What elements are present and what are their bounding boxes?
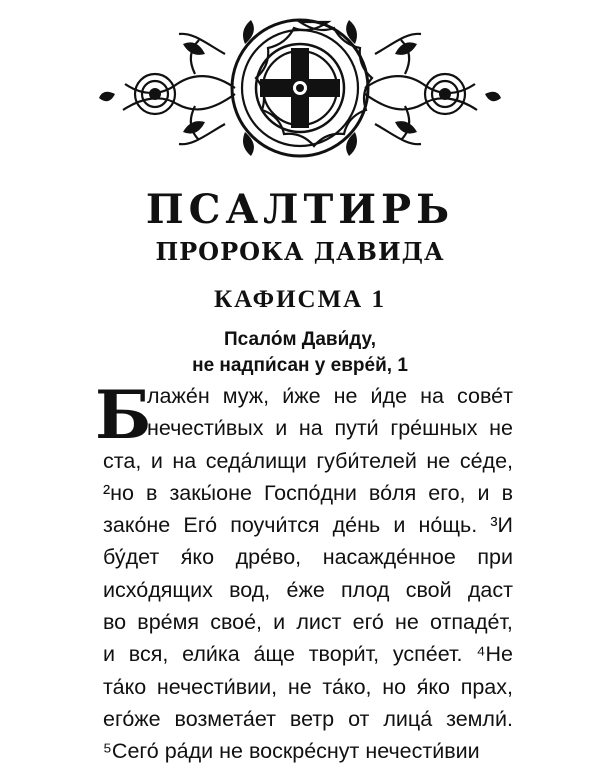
book-subtitle: ПРОРОКА ДАВИДА [155,237,445,266]
psalm-text [95,376,513,768]
word: ³И [490,513,513,538]
word: возмета́ет [174,706,276,731]
word: свое́, [210,610,263,635]
word: а́ще [253,642,295,667]
text-line [103,509,513,541]
text-line [103,671,513,703]
word: во [103,610,127,635]
word: во́ля [368,480,417,505]
book-title: ПСАЛТИРЬ [145,186,455,233]
word: дре́во, [235,545,302,570]
word: и [103,642,116,667]
psalm-heading [0,327,600,379]
word: вре́мя [137,610,200,635]
word: успе́ет. [392,642,463,667]
word: плод [341,577,390,602]
word: но́щь. [418,513,478,538]
word: е́же [286,577,325,602]
word: бу́дет [103,545,160,570]
word: и [477,480,490,505]
psalm-heading-line-1: Псало́м Дави́ду, [224,329,376,350]
word: ²но [103,480,134,505]
word: губи́телей [316,448,417,473]
word: в [146,480,158,505]
word: не [395,610,419,635]
word: и [275,416,288,441]
word: на [298,416,323,441]
word: насажде́нное [322,545,456,570]
word: от [348,706,370,731]
text-line [103,574,513,606]
word: свой [405,577,452,602]
word: земли́. [446,706,513,731]
word: поучи́тся [230,513,320,538]
word: я́ко [416,674,451,699]
word: лаже́н [147,384,210,408]
word: лист [296,610,342,635]
word: его, [428,480,466,505]
word: вся, [128,642,169,667]
word: Госпо́дни [263,480,357,505]
word: на [420,384,444,408]
word: и [150,448,163,473]
text-line [103,412,513,444]
word: лица́ [383,706,433,731]
word: отпаде́т, [430,610,513,635]
kathisma-heading: КАФИСМА 1 [214,286,386,313]
word: его́же [103,706,161,731]
word: та́ко [103,674,147,699]
text-line [103,703,513,735]
word: прах, [460,674,513,699]
text-line [103,541,513,573]
word: твори́т, [308,642,380,667]
text-line [103,445,513,477]
word: пути́ [334,416,379,441]
word: зако́не [103,513,171,538]
word: я́ко [180,545,215,570]
word: и́де [370,384,408,408]
word: муж, [222,384,270,408]
word: исхо́дящих [103,577,213,602]
text-line [103,638,513,670]
word: его́ [352,610,384,635]
word: и [393,513,406,538]
text-line: ⁵Сего́ ра́ди не воскре́снут нечести́вии [103,739,480,764]
word: не [333,384,358,408]
word: се́де, [459,448,513,473]
word: вод, [229,577,271,602]
word: ста, [103,448,142,473]
word: де́нь [332,513,381,538]
word: но [382,674,407,699]
word: не [489,416,513,441]
ornamental-headpiece [95,14,505,162]
text-line [103,477,513,509]
word: седа́лищи [205,448,307,473]
word: гре́шных [390,416,478,441]
word: ветр [289,706,335,731]
word: ⁴Не [476,642,513,667]
word: на [172,448,197,473]
word: закы́оне [169,480,252,505]
word: не [287,674,312,699]
psalm-heading-line-2: не надпи́сан у евре́й, 1 [192,355,408,376]
word: в [501,480,513,505]
word: сове́т [457,384,513,408]
word: Его́ [183,513,218,538]
drop-cap: Б [95,376,152,454]
text-line [103,380,513,412]
text-line [103,606,513,638]
word: и [273,610,286,635]
word: нечести́вии, [156,674,278,699]
word: та́ко, [322,674,372,699]
word: даст [467,577,513,602]
word: и́же [282,384,321,408]
word: при [477,545,513,570]
word: ели́ка [182,642,240,667]
word: не [426,448,451,473]
word: нечести́вых [147,416,264,441]
